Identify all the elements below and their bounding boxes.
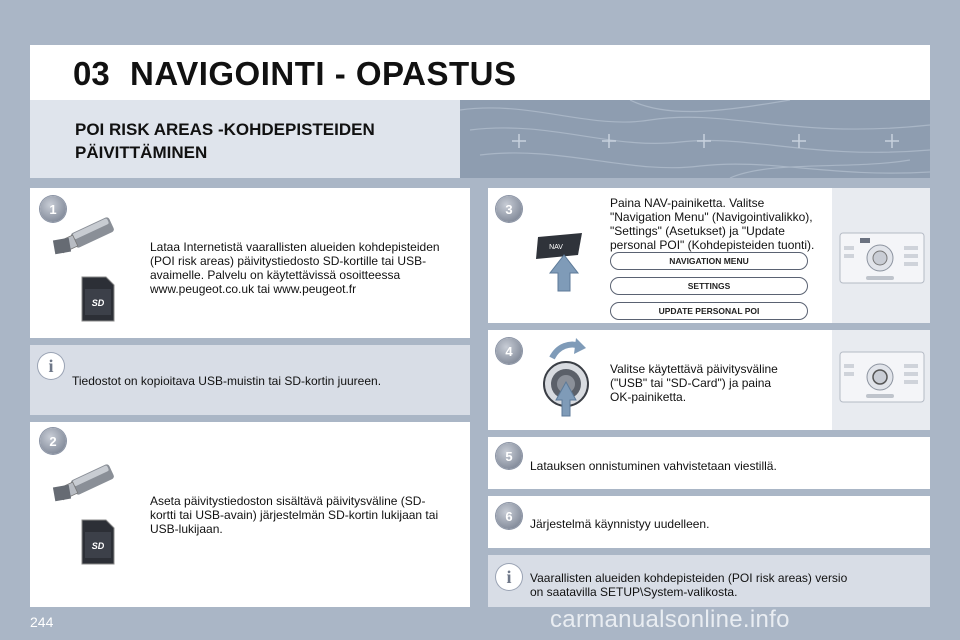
sd-card-icon-2: [80, 518, 116, 566]
radio-unit-image-2: [832, 330, 930, 430]
info-2-text: Vaarallisten alueiden kohdepisteiden (POI risk areas) versio on saatavilla SETUP\System-valikosta.: [530, 571, 848, 599]
step-6-badge: 6: [496, 503, 522, 529]
step-4-text: Valitse käytettävä päivitysväline ("USB" tai "SD-Card") ja paina OK-painiketta.: [610, 362, 778, 404]
chapter-number: 03: [73, 55, 110, 92]
svg-text:SD: SD: [91, 541, 105, 551]
head-unit-graphic: [832, 188, 930, 323]
radio-unit-image: [832, 188, 930, 323]
menu-navigation-button[interactable]: NAVIGATION MENU: [610, 252, 808, 270]
watermark: carmanualsonline.info: [550, 606, 790, 633]
step-3-text: Paina NAV-painiketta. Valitse "Navigation Menu" (Navigointivalikko), "Settings" (Asetukset) ja "Update personal POI" (Kohdepisteiden tuonti).: [610, 196, 815, 252]
menu-update-poi-button[interactable]: UPDATE PERSONAL POI: [610, 302, 808, 320]
info-2-icon: i: [496, 564, 522, 590]
step-5-badge: 5: [496, 443, 522, 469]
usb-stick-icon-2: [52, 462, 122, 502]
step-4-badge: 4: [496, 338, 522, 364]
page-number: 244: [30, 614, 54, 630]
subtitle-line-1: POI RISK AREAS -KOHDEPISTEIDEN: [75, 120, 375, 139]
section-subtitle: [75, 118, 455, 164]
step-6-text: Järjestelmä käynnistyy uudelleen.: [530, 517, 710, 531]
step-2-text: Aseta päivitystiedoston sisältävä päivitysväline (SD-kortti tai USB-avain) järjestelmän SD-kortin lukijaan tai USB-lukijaan.: [150, 494, 439, 536]
usb-stick-icon: [52, 215, 122, 255]
subtitle-line-2: PÄIVITTÄMINEN: [75, 143, 208, 162]
nav-key-label: NAV: [549, 244, 563, 251]
info-1-icon: i: [38, 353, 64, 379]
step-1-badge: 1: [40, 196, 66, 222]
svg-text:SD: SD: [91, 298, 105, 308]
menu-settings-button[interactable]: SETTINGS: [610, 277, 808, 295]
info-1-text: Tiedostot on kopioitava USB-muistin tai SD-kortin juureen.: [72, 374, 382, 388]
rotary-knob-press-graphic: [540, 336, 600, 420]
step-3-badge: 3: [496, 196, 522, 222]
step-1-text: Lataa Internetistä vaarallisten alueiden kohdepisteiden (POI risk areas) päivitystiedosto SD-kortille tai USB-avaimelle. Palvelu on käytettävissä osoitteessa www.peugeot.co.uk tai www.peugeot.fr: [150, 240, 440, 296]
head-unit-graphic-2: [832, 330, 930, 430]
nav-button-press-graphic: [534, 225, 594, 295]
sd-card-icon: [80, 275, 116, 323]
step-5-text: Latauksen onnistuminen vahvistetaan viestillä.: [530, 459, 777, 473]
page-title: NAVIGOINTI - OPASTUS: [130, 55, 517, 92]
step-2-badge: 2: [40, 428, 66, 454]
